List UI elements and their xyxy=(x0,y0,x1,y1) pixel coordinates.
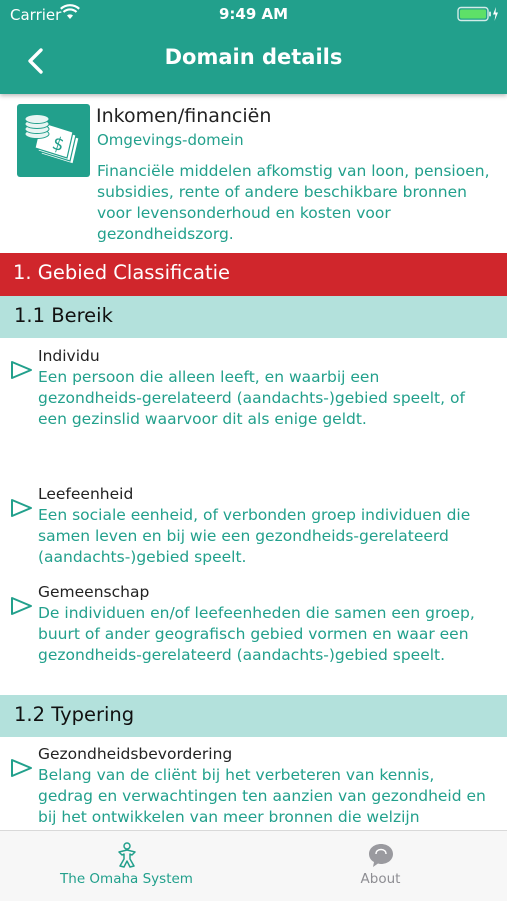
tab-about[interactable] xyxy=(254,831,507,901)
domain-details-content[interactable] xyxy=(0,94,507,830)
carrier-label: Carrier xyxy=(10,6,62,24)
tab-label: The Omaha System xyxy=(60,871,193,887)
clock: 9:49 AM xyxy=(218,5,289,23)
tab-label: About xyxy=(360,871,401,887)
item-title: Gemeenschap xyxy=(38,583,150,601)
item-title: Leefeenheid xyxy=(38,485,134,503)
section-title: 1. Gebied Classificatie xyxy=(13,261,231,284)
section-header-classificatie xyxy=(0,253,507,296)
play-triangle-icon xyxy=(10,498,34,518)
item-title: Individu xyxy=(38,347,100,365)
item-description: De individuen en/of leefeenheden die samen een groep, buurt of ander geografisch gebied vormen en waar een gezondheids-gerelateerd (aandachts-)gebied speelt. xyxy=(38,604,475,664)
domain-summary xyxy=(0,94,507,252)
item-title: Gezondheidsbevordering xyxy=(38,745,233,763)
navigation-header xyxy=(0,0,507,94)
page-title: Domain details xyxy=(164,45,343,69)
list-item[interactable] xyxy=(0,583,507,688)
play-triangle-icon xyxy=(10,596,34,616)
omaha-figure-icon xyxy=(113,841,141,869)
speech-bubble-icon xyxy=(367,841,395,869)
subsection-title: 1.1 Bereik xyxy=(14,304,113,327)
item-description: Een sociale eenheid, of verbonden groep individuen die samen leven en bij wie een gezondheids-gerelateerd (aandachts-)gebied speelt. xyxy=(38,506,471,566)
tab-bar xyxy=(0,830,507,901)
svg-text:$: $ xyxy=(49,132,67,157)
domain-name: Inkomen/financiën xyxy=(96,105,272,127)
play-triangle-icon xyxy=(10,360,34,380)
play-triangle-icon xyxy=(10,758,34,778)
list-item[interactable] xyxy=(0,485,507,575)
list-item[interactable] xyxy=(0,347,507,457)
subsection-header-bereik xyxy=(0,296,507,338)
domain-type: Omgevings-domein xyxy=(97,131,244,149)
battery-icon xyxy=(457,6,499,22)
subsection-header-typering xyxy=(0,695,507,737)
money-icon xyxy=(17,104,90,177)
tab-omaha-system[interactable] xyxy=(0,831,253,901)
domain-description: Financiële middelen afkomstig van loon, pensioen, subsidies, rente of andere beschikbare bronnen voor levensonderhoud en kosten voor gezondheidszorg. xyxy=(97,162,490,243)
item-description: Een persoon die alleen leeft, en waarbij een gezondheids-gerelateerd (aandachts-)gebied speelt, of een gezinslid waarvoor dit als enige geldt. xyxy=(38,368,465,428)
item-description: Belang van de cliënt bij het verbeteren van kennis, gedrag en verwachtingen ten aanzien van gezondheid en bij het ontwikkelen van meer bronnen die welzijn xyxy=(38,766,486,826)
subsection-title: 1.2 Typering xyxy=(14,703,135,726)
